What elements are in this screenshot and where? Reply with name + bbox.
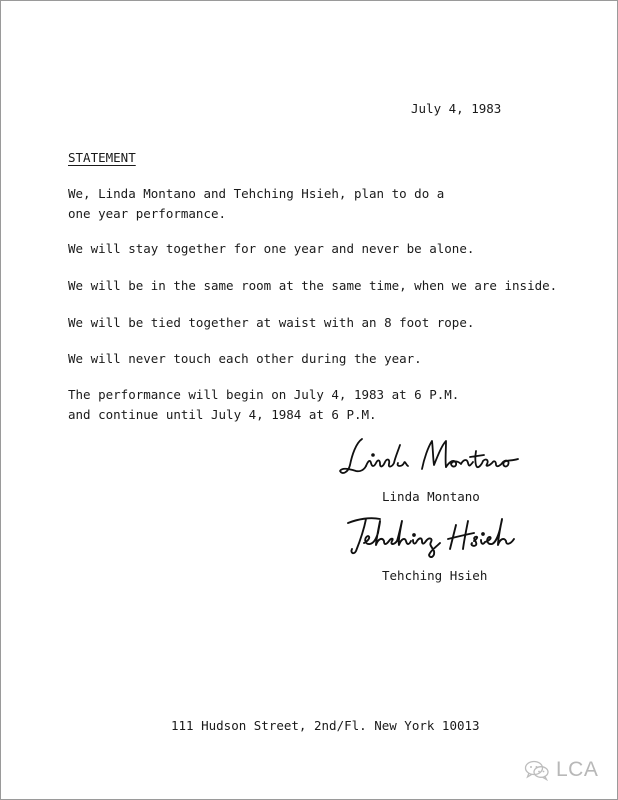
paragraph-line: We will never touch each other during the year. xyxy=(68,351,422,366)
footer-address: 111 Hudson Street, 2nd/Fl. New York 10013 xyxy=(171,718,480,733)
watermark xyxy=(524,758,598,782)
paragraph-line: We will be tied together at waist with an 8 foot rope. xyxy=(68,315,475,330)
paragraph xyxy=(68,385,459,425)
paragraph xyxy=(68,276,557,296)
typed-name: Tehching Hsieh xyxy=(382,568,488,583)
paragraph xyxy=(68,239,474,259)
wechat-icon xyxy=(524,759,550,781)
document-date: July 4, 1983 xyxy=(411,101,502,116)
watermark-label: LCA xyxy=(556,758,599,781)
paragraph-line: The performance will begin on July 4, 1983 at 6 P.M. xyxy=(68,387,460,402)
paragraph xyxy=(68,313,474,333)
paragraph-line: We, Linda Montano and Tehching Hsieh, plan to do a xyxy=(68,186,445,201)
document-heading: STATEMENT xyxy=(68,150,136,165)
signature-linda-montano xyxy=(336,433,536,481)
signature-tehching-hsieh xyxy=(344,511,539,561)
paragraph xyxy=(68,184,444,224)
typed-name: Linda Montano xyxy=(382,489,480,504)
paragraph-line: We will be in the same room at the same time, when we are inside. xyxy=(68,278,558,293)
paragraph-line: and continue until July 4, 1984 at 6 P.M. xyxy=(68,407,377,422)
paragraph-line: We will stay together for one year and never be alone. xyxy=(68,241,475,256)
paragraph-line: one year performance. xyxy=(68,206,227,221)
paragraph xyxy=(68,349,422,369)
